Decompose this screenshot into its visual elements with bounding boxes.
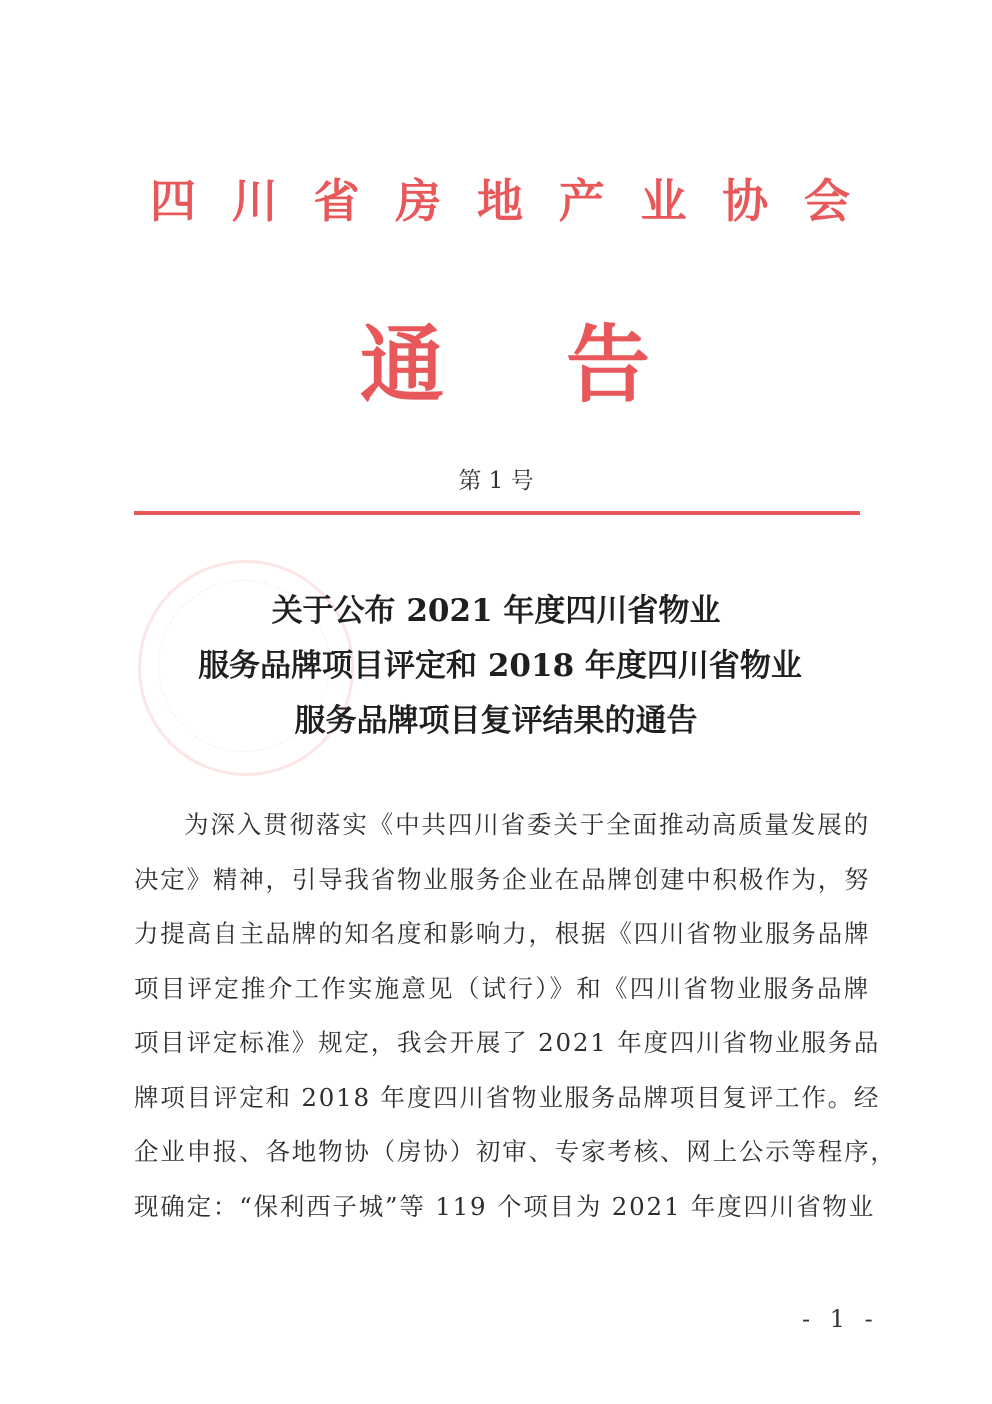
org-name-char: 房: [395, 174, 442, 228]
org-name-char: 川: [231, 174, 278, 228]
headline-line: 关于公布 2021 年度四川省物业: [271, 593, 721, 629]
org-name-char: 产: [558, 174, 605, 228]
page-number: - 1 -: [802, 1305, 879, 1333]
headline-line: 服务品牌项目复评结果的通告: [294, 703, 698, 739]
notice-title-char: 通: [360, 316, 445, 414]
red-divider: [134, 511, 860, 515]
headline-line: 服务品牌项目评定和 2018 年度四川省物业: [198, 648, 802, 684]
body-line: 牌项目评定和 2018 年度四川省物业服务品牌项目复评工作。经: [134, 1082, 881, 1112]
notice-title: [360, 298, 650, 419]
org-name-char: 省: [313, 174, 360, 228]
body-line: 项目评定推介工作实施意见（试行）》和《四川省物业服务品牌: [134, 973, 870, 1003]
organization-name: [150, 165, 850, 231]
notice-title-char: 告: [565, 316, 650, 414]
document-headline: [0, 584, 992, 749]
body-line: 企业申报、各地物协（房协）初审、专家考核、网上公示等程序，: [134, 1137, 897, 1166]
org-name-char: 地: [477, 174, 523, 228]
org-name-char: 协: [722, 174, 769, 228]
body-line: 决定》精神，引导我省物业服务企业在品牌创建中积极作为，努: [134, 864, 871, 894]
document-number: 第 1 号: [458, 468, 534, 494]
org-name-char: 业: [640, 174, 687, 228]
body-line: 现确定：“保利西子城”等 119 个项目为 2021 年度四川省物业: [134, 1191, 876, 1221]
body-line: 为深入贯彻落实《中共四川省委关于全面推动高质量发展的: [184, 810, 870, 839]
body-line: 项目评定标准》规定，我会开展了 2021 年度四川省物业服务品: [134, 1028, 881, 1057]
body-line: 力提高自主品牌的知名度和影响力，根据《四川省物业服务品牌: [134, 919, 871, 948]
org-name-char: 会: [804, 174, 850, 228]
body-paragraph: [134, 798, 897, 1234]
org-name-char: 四: [150, 174, 196, 228]
